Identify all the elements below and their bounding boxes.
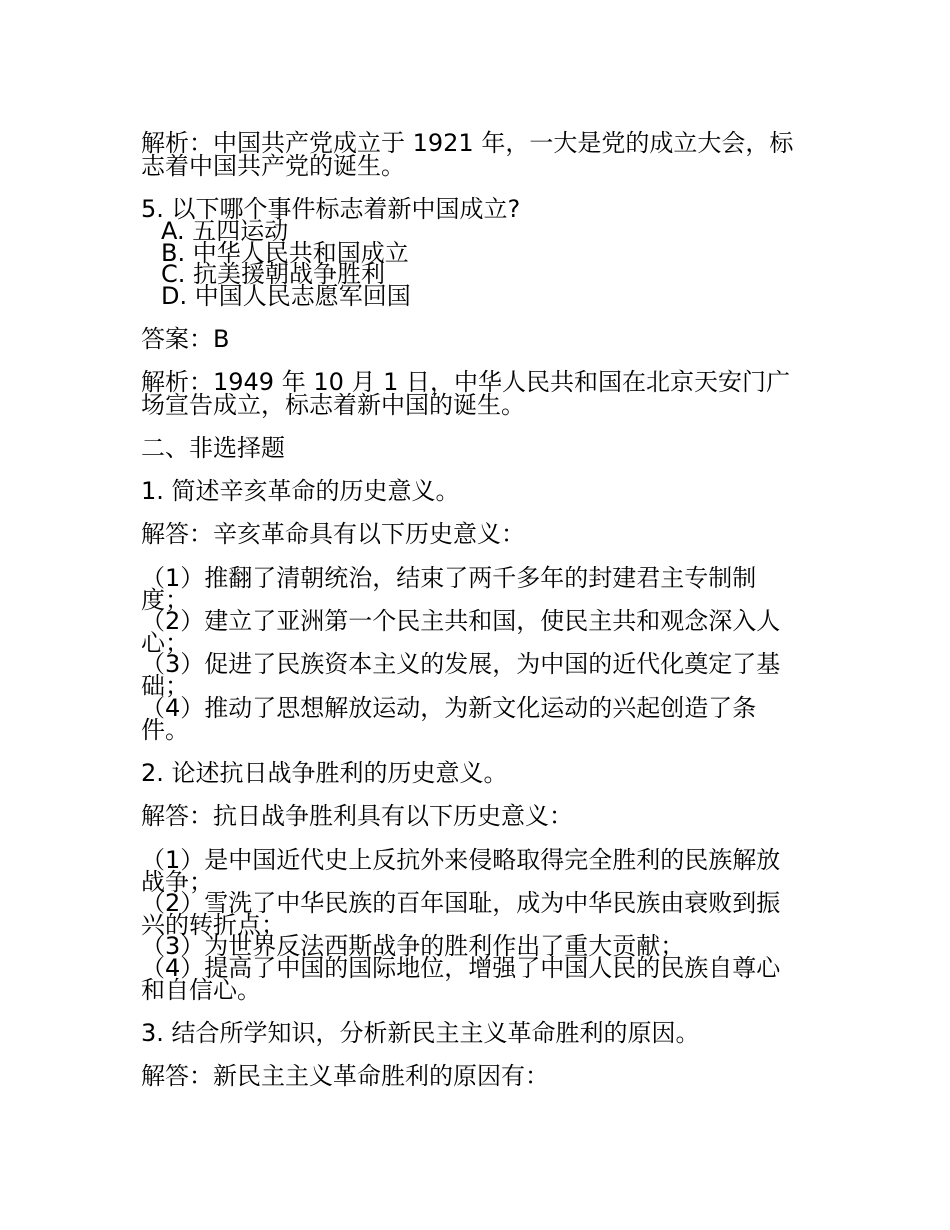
essay-1-point-1-line-2: 度； [141,586,189,614]
essay-1-answer-intro: 解答：辛亥革命具有以下历史意义： [141,520,525,548]
q5-answer: 答案：B [141,325,230,353]
essay-1-point-4-line-2: 件。 [141,716,189,744]
section-heading: 二、非选择题 [141,434,285,462]
q5-option-a: A. 五四运动 [161,217,289,245]
essay-2-point-1-line-2: 战争； [141,868,213,896]
essay-1-point-3-line-2: 础； [141,672,189,700]
essay-1-point-4-line-1: （4）推动了思想解放运动，为新文化运动的兴起创造了条 [141,694,757,722]
q5-option-b: B. 中华人民共和国成立 [161,239,409,267]
essay-1-point-1-line-1: （1）推翻了清朝统治，结束了两千多年的封建君主专制制 [141,564,757,592]
essay-2-answer-intro: 解答：抗日战争胜利具有以下历史意义： [141,802,573,830]
q4-explanation-line-1: 解析：中国共产党成立于 1921 年，一大是党的成立大会，标 [141,129,794,157]
essay-1-point-2-line-2: 心； [141,629,189,657]
essay-2-point-2-line-2: 兴的转折点； [141,911,285,939]
essay-2-point-2-line-1: （2）雪洗了中华民族的百年国耻，成为中华民族由衰败到振 [141,889,781,917]
essay-2-point-4-line-1: （4）提高了中国的国际地位，增强了中国人民的民族自尊心 [141,954,781,982]
q4-explanation-line-2: 志着中国共产党的诞生。 [141,152,405,180]
essay-2-point-1-line-1: （1）是中国近代史上反抗外来侵略取得完全胜利的民族解放 [141,846,781,874]
q5-option-d: D. 中国人民志愿军回国 [161,282,411,310]
essay-question-3: 3. 结合所学知识，分析新民主主义革命胜利的原因。 [141,1019,700,1047]
essay-1-point-2-line-1: （2）建立了亚洲第一个民主共和国，使民主共和观念深入人 [141,607,781,635]
q5-explanation-line-1: 解析：1949 年 10 月 1 日，中华人民共和国在北京天安门广 [141,368,791,396]
q5-explanation-line-2: 场宣告成立，标志着新中国的诞生。 [141,391,525,419]
essay-3-answer-intro: 解答：新民主主义革命胜利的原因有： [141,1062,549,1090]
essay-question-2: 2. 论述抗日战争胜利的历史意义。 [141,759,508,787]
essay-2-point-3: （3）为世界反法西斯战争的胜利作出了重大贡献； [141,932,685,960]
question-5: 5. 以下哪个事件标志着新中国成立? [141,195,521,223]
essay-question-1: 1. 简述辛亥革命的历史意义。 [141,477,460,505]
essay-1-point-3-line-1: （3）促进了民族资本主义的发展，为中国的近代化奠定了基 [141,650,781,678]
essay-2-point-4-line-2: 和自信心。 [141,976,261,1004]
q5-option-c: C. 抗美援朝战争胜利 [161,260,386,288]
